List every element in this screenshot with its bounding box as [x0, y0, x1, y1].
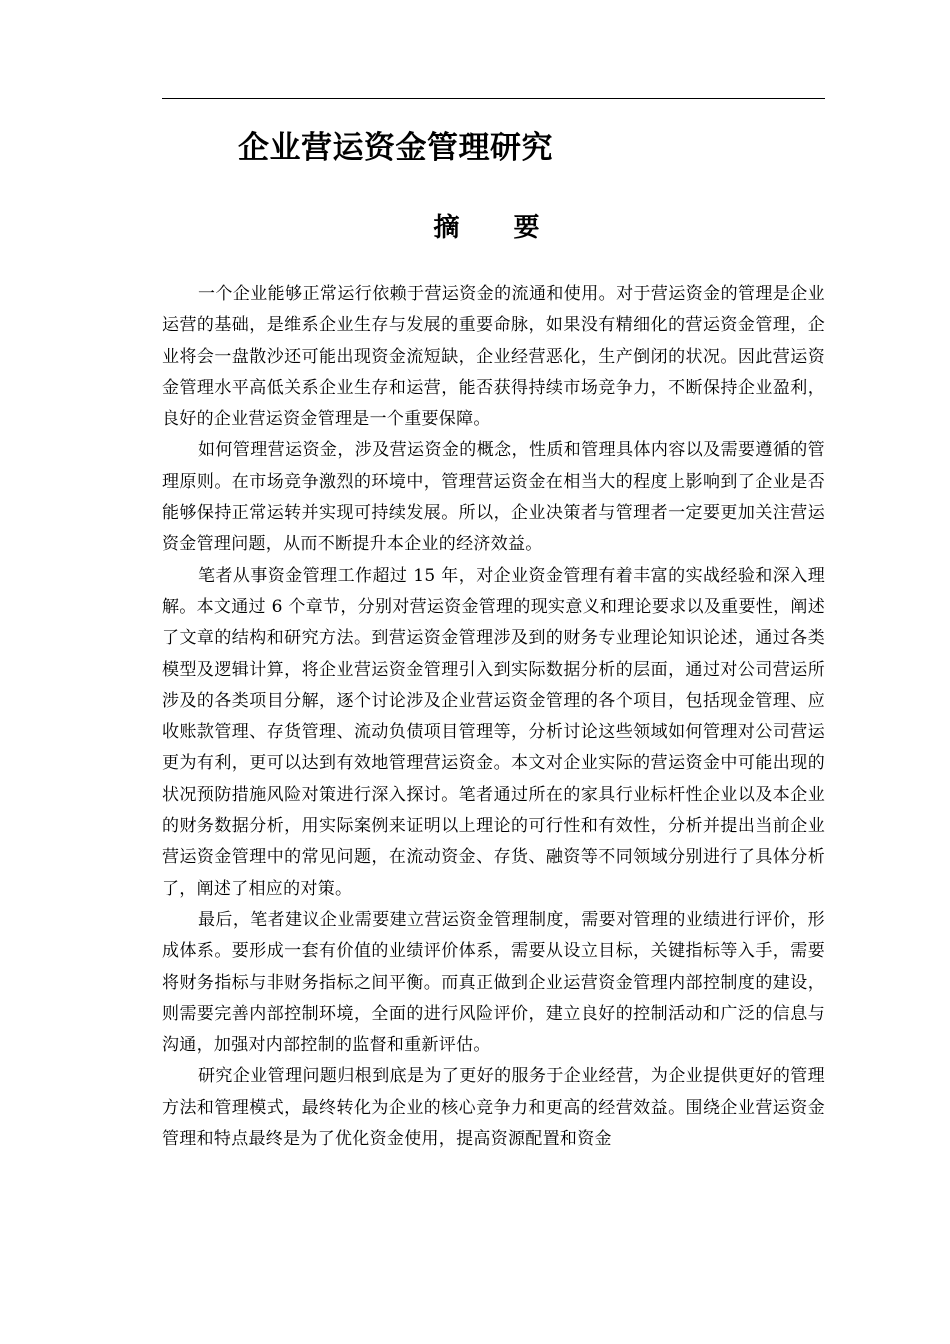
header-rule: [162, 98, 825, 99]
abstract-body: [162, 279, 825, 1155]
abstract-heading: 摘 要: [433, 213, 554, 243]
abstract-paragraph: 研究企业管理问题归根到底是为了更好的服务于企业经营，为企业提供更好的管理方法和管理模式，最终转化为企业的核心竞争力和更高的经营效益。围绕企业营运资金管理和特点最终是为了优化资金使用，提高资源配置和资金: [162, 1066, 825, 1150]
abstract-paragraph: 最后，笔者建议企业需要建立营运资金管理制度，需要对管理的业绩进行评价，形成体系。要形成一套有价值的业绩评价体系，需要从设立目标，关键指标等入手，需要将财务指标与非财务指标之间平衡。而真正做到企业运营资金管理内部控制度的建设，则需要完善内部控制环境，全面的进行风险评价，建立良好的控制活动和广泛的信息与沟通，加强对内部控制的监督和重新评估。: [162, 909, 825, 1056]
abstract-paragraph: 一个企业能够正常运行依赖于营运资金的流通和使用。对于营运资金的管理是企业运营的基础，是维系企业生存与发展的重要命脉，如果没有精细化的营运资金管理，企业将会一盘散沙还可能出现资金流短缺，企业经营恶化，生产倒闭的状况。因此营运资金管理水平高低关系企业生存和运营，能否获得持续市场竞争力，不断保持企业盈利，良好的企业营运资金管理是一个重要保障。: [162, 284, 825, 430]
document-title: 企业营运资金管理研究: [238, 130, 553, 166]
abstract-paragraph: 如何管理营运资金，涉及营运资金的概念，性质和管理具体内容以及需要遵循的管理原则。在市场竞争激烈的环境中，管理营运资金在相当大的程度上影响到了企业是否能够保持正常运转并实现可持续发展。所以，企业决策者与管理者一定要更加关注营运资金管理问题，从而不断提升本企业的经济效益。: [162, 440, 825, 555]
abstract-paragraph: 笔者从事资金管理工作超过 15 年，对企业资金管理有着丰富的实战经验和深入理解。本文通过 6 个章节，分别对营运资金管理的现实意义和理论要求以及重要性，阐述了文章的结构和研究方法。到营运资金管理涉及到的财务专业理论知识论述，通过各类模型及逻辑计算，将企业营运资金管理引入到实际数据分析的层面，通过对公司营运所涉及的各类项目分解，逐个讨论涉及企业营运资金管理的各个项目，包括现金管理、应收账款管理、存货管理、流动负债项目管理等，分析讨论这些领域如何管理对公司营运更为有利，更可以达到有效地管理营运资金。本文对企业实际的营运资金中可能出现的状况预防措施风险对策进行深入探讨。笔者通过所在的家具行业标杆性企业以及本企业的财务数据分析，用实际案例来证明以上理论的可行性和有效性，分析并提出当前企业营运资金管理中的常见问题，在流动资金、存货、融资等不同领域分别进行了具体分析了，阐述了相应的对策。: [162, 565, 825, 899]
